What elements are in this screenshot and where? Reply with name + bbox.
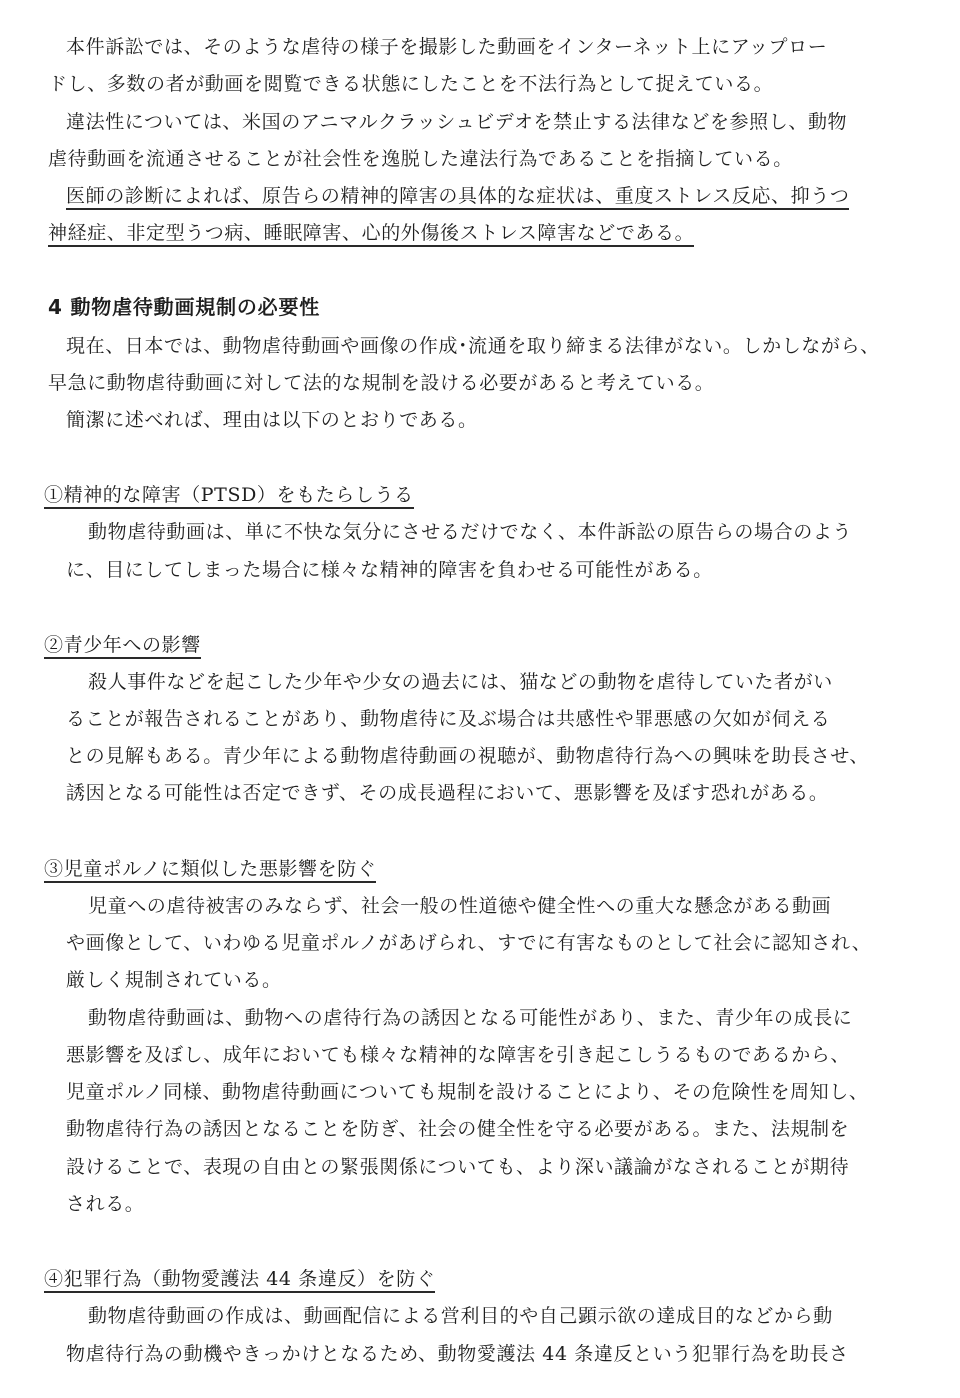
reason-3-line-1: 児童への虐待被害のみならず、社会一般の性道徳や健全性への重大な懸念がある動画: [88, 895, 832, 917]
reason-1-line-1: 動物虐待動画は、単に不快な気分にさせるだけでなく、本件訴訟の原告らの場合のよう: [88, 521, 853, 543]
reason-2-line-4: 誘因となる可能性は否定できず、その成長過程において、悪影響を及ぼす恐れがある。: [66, 782, 829, 804]
reason-2-line-3: との見解もある。青少年による動物虐待動画の視聴が、動物虐待行為への興味を助長させ、: [66, 745, 870, 767]
reason-3-line-2: や画像として、いわゆる児童ポルノがあげられ、すでに有害なものとして社会に認知され、: [66, 932, 872, 954]
reason-1-line-2: に、目にしてしまった場合に様々な精神的障害を負わせる可能性がある。: [66, 559, 713, 581]
reason-2-title: [44, 631, 201, 659]
underlined-text: 医師の診断によれば、原告らの精神的障害の具体的な症状は、重度ストレス反応、抑うつ: [66, 185, 849, 210]
intro-paragraph-3-line-2: [48, 219, 694, 247]
reason-3-line-7: 動物虐待行為の誘因となることを防ぎ、社会の健全性を守る必要がある。また、法規制を: [66, 1118, 850, 1140]
intro-paragraph-2-line-2: 虐待動画を流通させることが社会性を逸脱した違法行為であることを指摘している。: [48, 148, 793, 170]
reason-3-line-3: 厳しく規制されている。: [66, 969, 282, 991]
reason-2-line-2: ることが報告されることがあり、動物虐待に及ぶ場合は共感性や罪悪感の欠如が伺える: [66, 708, 831, 730]
intro-paragraph-1-line-1: 本件訴訟では、そのような虐待の様子を撮影した動画をインターネット上にアップロー: [66, 36, 828, 58]
reason-3-title-text: ③児童ポルノに類似した悪影響を防ぐ: [44, 858, 376, 883]
section-4-paragraph-1-line-1: 現在、日本では、動物虐待動画や画像の作成･流通を取り締まる法律がない。しかしながら、: [66, 335, 880, 357]
intro-paragraph-3-line-1: [66, 182, 849, 210]
reason-4-title: [44, 1265, 435, 1293]
intro-paragraph-1-line-2: ドし、多数の者が動画を閲覧できる状態にしたことを不法行為として捉えている。: [48, 73, 774, 95]
reason-3-line-5: 悪影響を及ぼし、成年においても様々な精神的な障害を引き起こしうるものであるから、: [66, 1044, 851, 1066]
reason-4-line-1: 動物虐待動画の作成は、動画配信による営利目的や自己顕示欲の達成目的などから動: [88, 1305, 833, 1327]
reason-4-line-2: 物虐待行為の動機やきっかけとなるため、動物愛護法 44 条違反という犯罪行為を助長さ: [66, 1343, 849, 1365]
reason-3-line-6: 児童ポルノ同様、動物虐待動画についても規制を設けることにより、その危険性を周知し、: [66, 1081, 869, 1103]
reason-1-title: [44, 481, 414, 509]
intro-paragraph-2-line-1: 違法性については、米国のアニマルクラッシュビデオを禁止する法律などを参照し、動物: [66, 111, 848, 133]
reason-2-line-1: 殺人事件などを起こした少年や少女の過去には、猫などの動物を虐待していた者がい: [88, 671, 833, 693]
reason-3-title: [44, 855, 376, 883]
reason-1-title-text: ①精神的な障害（PTSD）をもたらしうる: [44, 484, 414, 509]
reason-4-title-text: ④犯罪行為（動物愛護法 44 条違反）を防ぐ: [44, 1268, 435, 1293]
section-4-paragraph-1-line-2: 早急に動物虐待動画に対して法的な規制を設ける必要があると考えている。: [48, 372, 715, 394]
reason-3-line-4: 動物虐待動画は、動物への虐待行為の誘因となる可能性があり、また、青少年の成長に: [88, 1007, 853, 1029]
section-4-heading: 4 動物虐待動画規制の必要性: [48, 295, 321, 319]
reason-2-title-text: ②青少年への影響: [44, 634, 201, 659]
reason-3-line-8: 設けることで、表現の自由との緊張関係についても、より深い議論がなされることが期待: [66, 1156, 850, 1178]
underlined-text: 神経症、非定型うつ病、睡眠障害、心的外傷後ストレス障害などである。: [48, 222, 694, 247]
section-4-paragraph-2-line-1: 簡潔に述べれば、理由は以下のとおりである。: [66, 409, 478, 431]
reason-3-line-9: される。: [66, 1193, 145, 1215]
